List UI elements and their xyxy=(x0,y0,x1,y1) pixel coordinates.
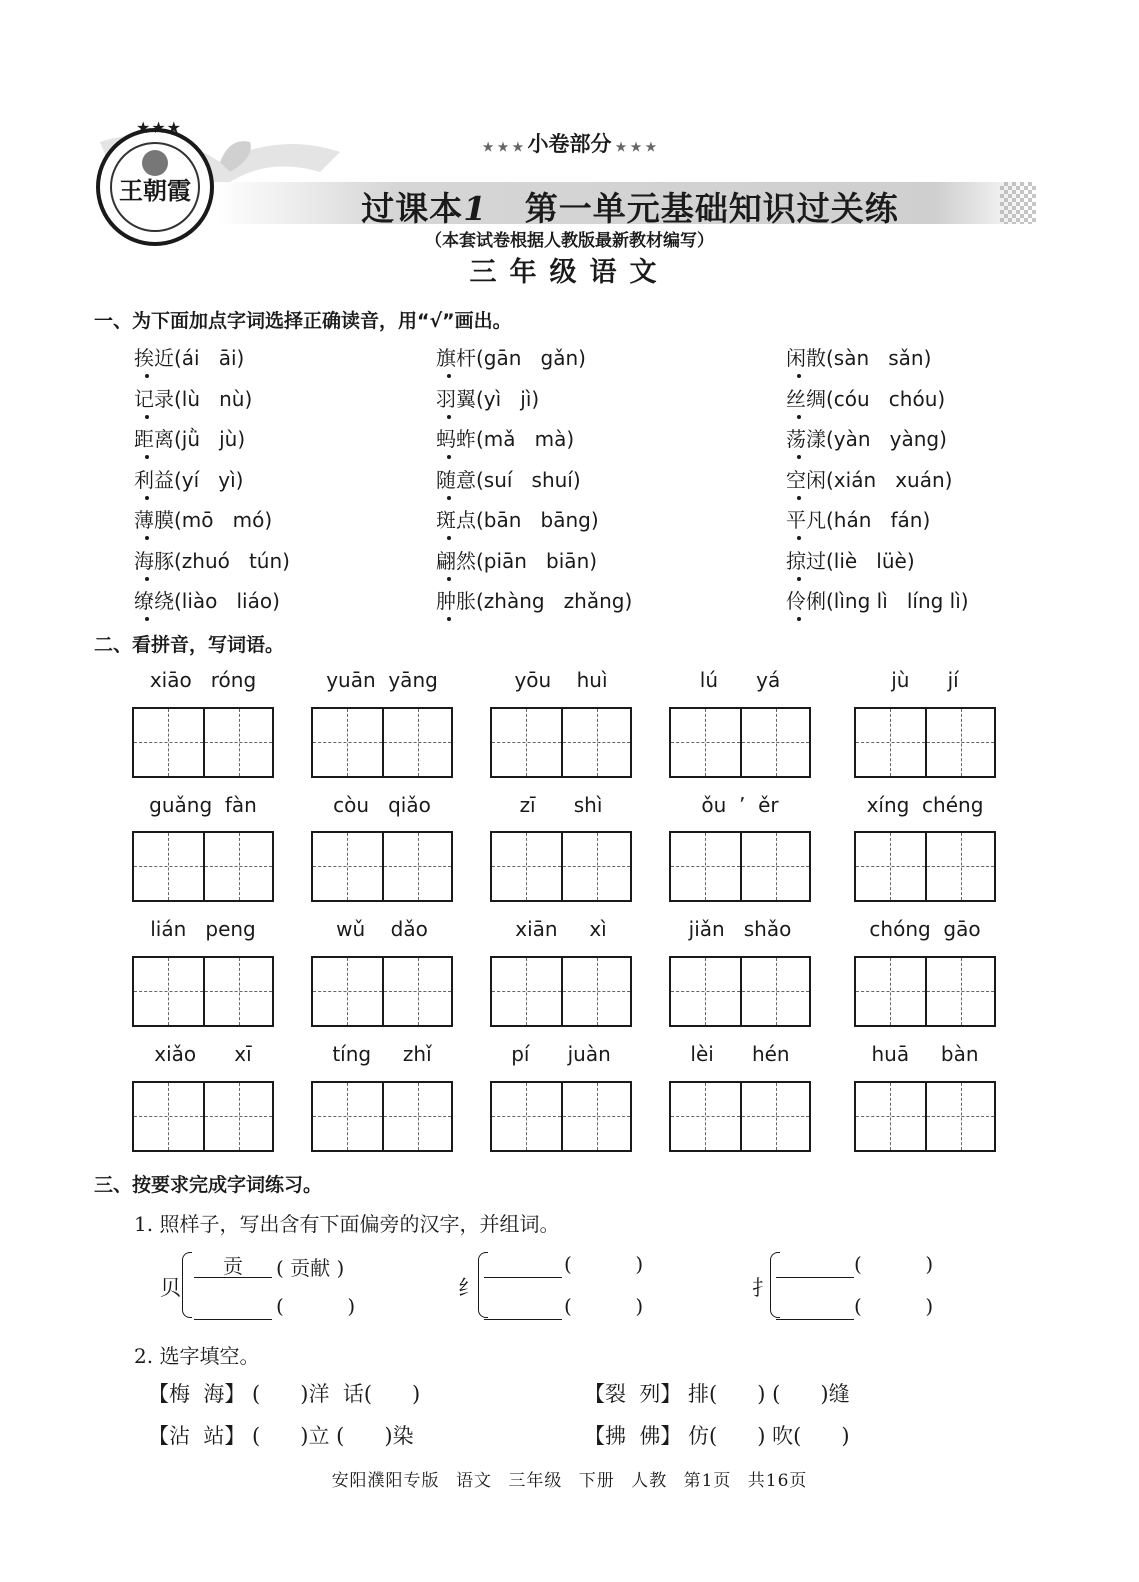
q1-item[interactable] xyxy=(786,383,945,412)
emphasis-dot xyxy=(145,617,149,621)
q1-options[interactable]: (piān biān) xyxy=(476,548,598,573)
q1-options[interactable]: (ái āi) xyxy=(174,346,245,370)
q1-options[interactable]: (lìng lì líng lì) xyxy=(826,589,969,613)
q1-item[interactable] xyxy=(134,342,244,371)
q1-word: 海豚 xyxy=(134,548,174,573)
tianzige-cell[interactable] xyxy=(671,1083,740,1150)
q1-word: 翩然 xyxy=(436,548,476,573)
tianzige-box[interactable] xyxy=(132,707,274,778)
tianzige-cell[interactable] xyxy=(740,1083,809,1150)
pinyin-label: zī shì xyxy=(519,793,603,817)
emphasis-dot xyxy=(145,455,149,459)
q1-heading: 一、为下面加点字词选择正确读音，用“√”画出。 xyxy=(94,310,512,332)
q1-word: 旗杆 xyxy=(436,346,476,370)
q1-options[interactable]: (sàn sǎn) xyxy=(826,346,932,370)
tianzige-cell[interactable] xyxy=(382,709,451,776)
q1-options[interactable]: (hán fán) xyxy=(826,508,931,532)
pinyin-label: lián peng xyxy=(150,917,256,941)
pinyin-label: lú yá xyxy=(699,668,781,692)
q1-item[interactable] xyxy=(134,423,245,452)
q1-options[interactable]: (cóu chóu) xyxy=(826,386,946,411)
q1-word: 记录 xyxy=(134,386,174,411)
tianzige-cell[interactable] xyxy=(925,833,994,900)
tianzige-box[interactable] xyxy=(311,707,453,778)
q1-word: 蚂蚱 xyxy=(436,427,476,451)
q1-options[interactable]: (suí shuí) xyxy=(476,467,581,492)
q1-item[interactable] xyxy=(436,383,539,412)
tianzige-cell[interactable] xyxy=(382,1083,451,1150)
pinyin-label: yōu huì xyxy=(514,668,608,692)
tianzige-box[interactable] xyxy=(490,1081,632,1152)
grade-subject-title: 三年级语文 xyxy=(469,257,670,288)
q1-word: 斑点 xyxy=(436,508,476,532)
blank-paren[interactable]: ( ) xyxy=(564,1294,644,1318)
tianzige-cell[interactable] xyxy=(561,833,630,900)
tianzige-cell[interactable] xyxy=(561,958,630,1025)
q1-item[interactable] xyxy=(436,423,574,452)
q1-item[interactable] xyxy=(436,504,599,533)
page-footer: 安阳濮阳专版 语文 三年级 下册 人教 第1页 共16页 xyxy=(331,1471,808,1491)
pinyin-label: xiǎo xī xyxy=(154,1042,252,1066)
q1-options[interactable]: (jǜ jù) xyxy=(174,427,246,451)
pinyin-label: jù jí xyxy=(891,668,959,692)
tianzige-cell[interactable] xyxy=(313,958,382,1025)
emphasis-dot xyxy=(447,536,451,540)
tianzige-cell[interactable] xyxy=(313,709,382,776)
blank-line[interactable] xyxy=(194,1298,272,1320)
tianzige-box[interactable] xyxy=(669,707,811,778)
q1-item[interactable] xyxy=(134,545,290,574)
tianzige-cell[interactable] xyxy=(492,709,561,776)
emphasis-dot xyxy=(145,415,149,419)
emphasis-dot xyxy=(797,617,801,621)
tianzige-cell[interactable] xyxy=(134,958,203,1025)
q1-options[interactable]: (liào liáo) xyxy=(174,589,280,613)
pinyin-label: lèi hén xyxy=(690,1042,790,1066)
pinyin-label: pí juàn xyxy=(511,1042,611,1066)
tianzige-box[interactable] xyxy=(854,1081,996,1152)
q1-word: 挨近 xyxy=(134,346,174,370)
example-char: 贡 xyxy=(194,1256,272,1278)
q2-heading: 二、看拼音，写词语。 xyxy=(94,634,285,656)
tianzige-cell[interactable] xyxy=(203,958,272,1025)
q1-word: 缭绕 xyxy=(134,589,174,613)
q1-word: 利益 xyxy=(134,467,174,492)
tianzige-cell[interactable] xyxy=(925,709,994,776)
tianzige-cell[interactable] xyxy=(134,1083,203,1150)
blank-line[interactable] xyxy=(484,1256,562,1278)
tianzige-cell[interactable] xyxy=(740,833,809,900)
tianzige-cell[interactable] xyxy=(313,1083,382,1150)
pinyin-label: jiǎn shǎo xyxy=(688,917,792,941)
tianzige-cell[interactable] xyxy=(671,958,740,1025)
page-title: 过课本1 第一单元基础知识过关练 xyxy=(361,189,899,228)
tianzige-cell[interactable] xyxy=(134,833,203,900)
tianzige-cell[interactable] xyxy=(925,958,994,1025)
q1-options[interactable]: (yì jì) xyxy=(476,386,540,411)
tianzige-box[interactable] xyxy=(132,1081,274,1152)
q1-item[interactable] xyxy=(134,464,243,493)
logo-text: 王朝霞 xyxy=(119,176,191,205)
checker-pattern xyxy=(1000,182,1036,224)
q1-options[interactable]: (gān gǎn) xyxy=(476,346,586,370)
blank-line[interactable] xyxy=(484,1298,562,1320)
choice-item[interactable]: 【拂 佛】 仿( ) 吹( ) xyxy=(584,1424,850,1448)
choice-item[interactable]: 【裂 列】 排( ) ( )缝 xyxy=(584,1382,850,1406)
emphasis-dot xyxy=(797,577,801,581)
choice-item[interactable]: 【沾 站】 ( )立 ( )染 xyxy=(148,1424,414,1448)
radical-si: 纟 xyxy=(458,1276,479,1300)
pinyin-label: còu qiǎo xyxy=(333,793,431,817)
q3-sub1: 1. 照样子，写出含有下面偏旁的汉字，并组词。 xyxy=(134,1212,560,1236)
q1-options[interactable]: (yàn yàng) xyxy=(826,427,947,451)
q1-word: 伶俐 xyxy=(786,589,826,613)
tianzige-box[interactable] xyxy=(854,831,996,902)
blank-paren[interactable]: ( ) xyxy=(854,1294,934,1318)
choice-item[interactable]: 【梅 海】 ( )洋 话( ) xyxy=(148,1382,421,1406)
pinyin-label: guǎng fàn xyxy=(149,793,257,817)
pinyin-label: yuān yāng xyxy=(326,668,438,692)
blank-paren[interactable]: ( ) xyxy=(276,1294,356,1318)
tianzige-cell[interactable] xyxy=(856,1083,925,1150)
q1-word: 荡漾 xyxy=(786,427,826,451)
q1-item[interactable] xyxy=(436,585,632,614)
q1-item[interactable] xyxy=(786,342,931,371)
pinyin-label: xiāo róng xyxy=(149,668,257,692)
q1-options[interactable]: (lù nù) xyxy=(174,386,253,411)
q1-item[interactable] xyxy=(436,464,581,493)
emphasis-dot xyxy=(797,415,801,419)
tianzige-box[interactable] xyxy=(669,831,811,902)
tianzige-box[interactable] xyxy=(669,1081,811,1152)
radical-bei: 贝 xyxy=(160,1276,181,1300)
q1-word: 平凡 xyxy=(786,508,826,532)
q1-options[interactable]: (zhuó tún) xyxy=(174,548,290,573)
blank-line[interactable] xyxy=(776,1298,854,1320)
tianzige-cell[interactable] xyxy=(671,709,740,776)
logo-stars: ★★★ xyxy=(135,118,183,137)
q1-options[interactable]: (xián xuán) xyxy=(826,467,953,492)
tianzige-cell[interactable] xyxy=(561,1083,630,1150)
tianzige-box[interactable] xyxy=(490,831,632,902)
q1-item[interactable] xyxy=(134,383,252,412)
emphasis-dot xyxy=(797,536,801,540)
q1-word: 羽翼 xyxy=(436,386,476,411)
q3-sub2: 2. 选字填空。 xyxy=(134,1344,260,1368)
q3-heading: 三、按要求完成字词练习。 xyxy=(94,1174,323,1196)
tianzige-cell[interactable] xyxy=(740,709,809,776)
q1-word: 距离 xyxy=(134,427,174,451)
q1-options[interactable]: (liè lüè) xyxy=(826,548,915,573)
q1-item[interactable] xyxy=(436,545,597,574)
blank-paren[interactable]: ( ) xyxy=(564,1252,644,1276)
tianzige-box[interactable] xyxy=(132,831,274,902)
emphasis-dot xyxy=(797,374,801,378)
emphasis-dot xyxy=(797,455,801,459)
tianzige-cell[interactable] xyxy=(856,833,925,900)
emphasis-dot xyxy=(145,374,149,378)
emphasis-dot xyxy=(447,455,451,459)
q1-item[interactable] xyxy=(436,342,586,371)
q1-options[interactable]: (zhàng zhǎng) xyxy=(476,589,633,613)
pinyin-label: chóng gāo xyxy=(869,917,981,941)
radical-shou: 扌 xyxy=(752,1276,773,1300)
blank-line[interactable] xyxy=(776,1256,854,1278)
tianzige-cell[interactable] xyxy=(856,709,925,776)
tianzige-cell[interactable] xyxy=(492,833,561,900)
q1-options[interactable]: (mǎ mà) xyxy=(476,427,575,451)
tianzige-box[interactable] xyxy=(490,707,632,778)
emphasis-dot xyxy=(447,496,451,500)
pinyin-label: xiān xì xyxy=(515,917,607,941)
pinyin-label: xíng chéng xyxy=(866,793,984,817)
tianzige-box[interactable] xyxy=(490,956,632,1027)
emphasis-dot xyxy=(145,496,149,500)
q1-item[interactable] xyxy=(134,504,272,533)
q1-word: 掠过 xyxy=(786,548,826,573)
emphasis-dot xyxy=(447,617,451,621)
brace xyxy=(182,1252,192,1318)
tianzige-cell[interactable] xyxy=(382,958,451,1025)
q1-item[interactable] xyxy=(786,545,915,574)
pinyin-label: wǔ dǎo xyxy=(336,917,428,941)
tianzige-cell[interactable] xyxy=(203,833,272,900)
q1-word: 空闲 xyxy=(786,467,826,492)
tianzige-cell[interactable] xyxy=(740,958,809,1025)
example-word: ( 贡献 ) xyxy=(276,1256,345,1280)
emphasis-dot xyxy=(447,415,451,419)
tianzige-cell[interactable] xyxy=(313,833,382,900)
tianzige-box[interactable] xyxy=(132,956,274,1027)
q1-word: 丝绸 xyxy=(786,386,826,411)
tianzige-cell[interactable] xyxy=(382,833,451,900)
tianzige-box[interactable] xyxy=(311,1081,453,1152)
q1-word: 闲散 xyxy=(786,346,826,370)
q1-word: 薄膜 xyxy=(134,508,174,532)
q1-options[interactable]: (mō mó) xyxy=(174,508,273,532)
tianzige-cell[interactable] xyxy=(671,833,740,900)
pinyin-label: huā bàn xyxy=(871,1042,979,1066)
emphasis-dot xyxy=(145,577,149,581)
emphasis-dot xyxy=(145,536,149,540)
q1-options[interactable]: (yí yì) xyxy=(174,467,244,492)
subtitle: （本套试卷根据人教版最新教材编写） xyxy=(425,231,714,251)
q1-item[interactable] xyxy=(786,504,930,533)
q1-item[interactable] xyxy=(134,585,280,614)
q1-word: 随意 xyxy=(436,467,476,492)
emphasis-dot xyxy=(447,577,451,581)
q1-item[interactable] xyxy=(786,585,969,614)
tianzige-cell[interactable] xyxy=(203,1083,272,1150)
tianzige-cell[interactable] xyxy=(203,709,272,776)
pinyin-label: tíng zhǐ xyxy=(332,1042,432,1066)
tianzige-cell[interactable] xyxy=(492,1083,561,1150)
blank-paren[interactable]: ( ) xyxy=(854,1252,934,1276)
emphasis-dot xyxy=(797,496,801,500)
tianzige-cell[interactable] xyxy=(492,958,561,1025)
section-tag: ★ ★ ★ 小卷部分 ★ ★ ★ xyxy=(482,131,657,156)
q1-word: 肿胀 xyxy=(436,589,476,613)
tianzige-cell[interactable] xyxy=(925,1083,994,1150)
tianzige-cell[interactable] xyxy=(856,958,925,1025)
tianzige-box[interactable] xyxy=(669,956,811,1027)
tianzige-box[interactable] xyxy=(311,956,453,1027)
tianzige-cell[interactable] xyxy=(134,709,203,776)
emphasis-dot xyxy=(447,374,451,378)
pinyin-label: ǒu ’ ěr xyxy=(701,793,779,817)
q1-item[interactable] xyxy=(786,464,952,493)
q1-options[interactable]: (bān bāng) xyxy=(476,508,599,532)
tianzige-box[interactable] xyxy=(854,956,996,1027)
tianzige-box[interactable] xyxy=(311,831,453,902)
q1-item[interactable] xyxy=(786,423,947,452)
tianzige-box[interactable] xyxy=(854,707,996,778)
tianzige-cell[interactable] xyxy=(561,709,630,776)
